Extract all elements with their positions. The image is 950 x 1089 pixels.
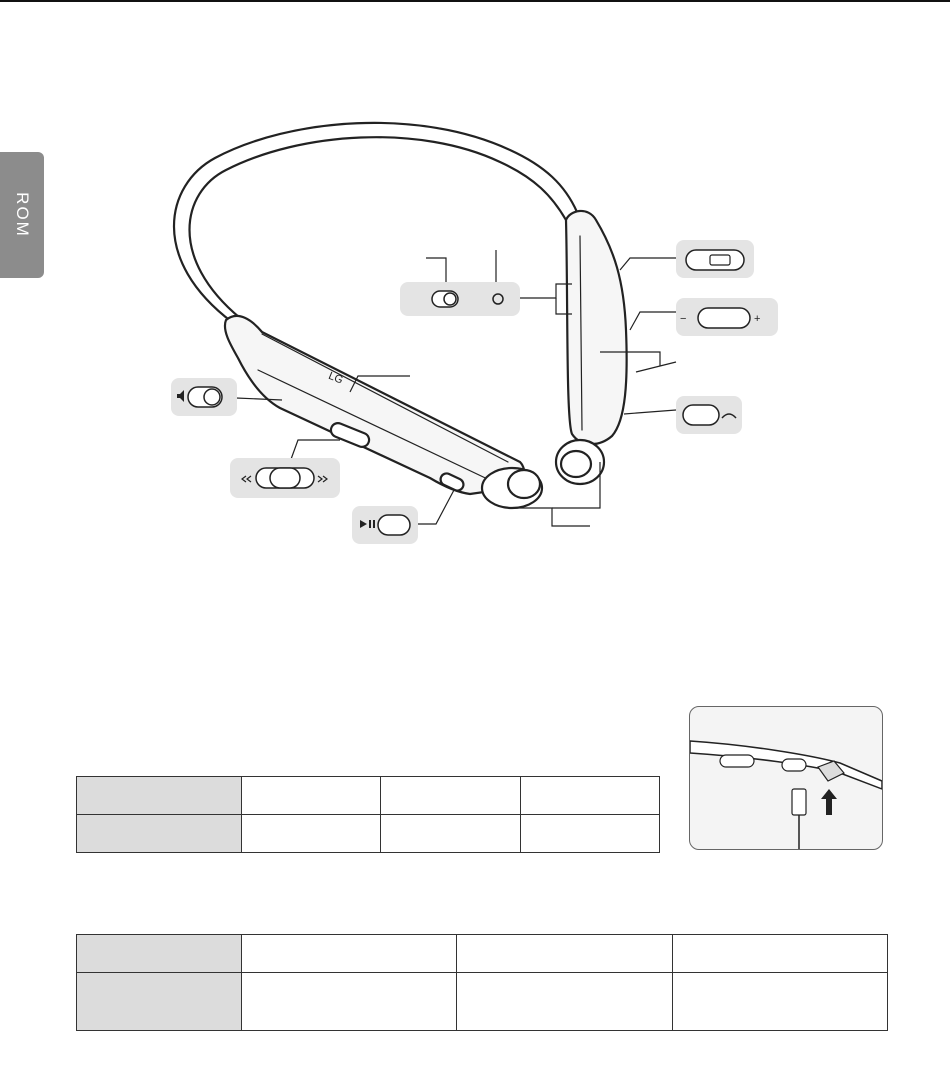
- table2-cell: [242, 935, 457, 973]
- table1-cell: [242, 777, 381, 815]
- table2-cell: [77, 935, 242, 973]
- charging-cable-illustration: [690, 707, 882, 849]
- language-tab-label: ROM: [13, 192, 32, 238]
- table2-cell: [77, 973, 242, 1031]
- charging-inset: [689, 706, 883, 850]
- charging-port-callout: [676, 240, 754, 278]
- volume-button-callout: [676, 298, 778, 336]
- table1-cell: [381, 777, 520, 815]
- spec-table-2: [76, 934, 888, 1031]
- table1-cell: [520, 815, 659, 853]
- mute-switch-callout: [400, 282, 520, 316]
- play-pause-callout: [352, 506, 418, 544]
- brand-logo: LG: [326, 369, 345, 387]
- call-button-callout: [676, 396, 742, 434]
- insert-arrow-icon: [821, 789, 837, 815]
- volume-plus-label: +: [754, 313, 761, 325]
- spec-table-1: [76, 776, 660, 853]
- volume-minus-label: −: [680, 313, 687, 325]
- table1-cell: [77, 815, 242, 853]
- table1-cell: [77, 777, 242, 815]
- vibration-switch-callout: [171, 378, 237, 416]
- table1-cell: [520, 777, 659, 815]
- table2-cell: [672, 973, 887, 1031]
- table2-cell: [457, 973, 672, 1031]
- right-body: [566, 211, 627, 444]
- table2-cell: [242, 973, 457, 1031]
- table1-cell: [381, 815, 520, 853]
- usb-plug: [792, 789, 806, 815]
- jog-switch-callout: [230, 458, 340, 498]
- table2-cell: [457, 935, 672, 973]
- table2-cell: [672, 935, 887, 973]
- table1-cell: [242, 815, 381, 853]
